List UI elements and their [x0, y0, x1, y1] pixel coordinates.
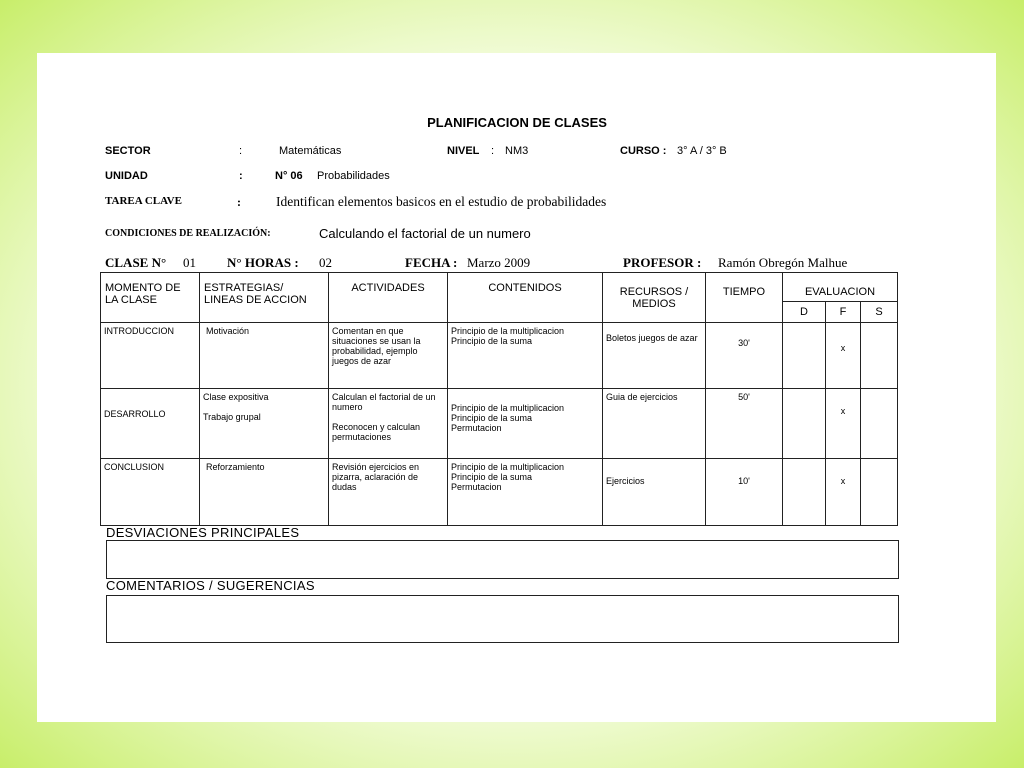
cell-contenidos: Principio de la multiplicacion Principio de la suma Permutacion — [448, 459, 603, 526]
header-s: S — [861, 302, 898, 323]
cell-eval-d — [783, 459, 826, 526]
cell-estrategias: Reforzamiento — [200, 459, 329, 526]
header-tiempo: TIEMPO — [706, 273, 783, 323]
clase-value: 01 — [183, 255, 196, 270]
cell-actividades: Comentan en que situaciones se usan la probabilidad, ejemplo juegos de azar — [329, 323, 448, 389]
tarea-label: TAREA CLAVE — [105, 195, 182, 207]
profesor-label: PROFESOR : — [623, 255, 702, 270]
condiciones-value: Calculando el factorial de un numero — [319, 226, 531, 241]
cell-eval-f: x — [826, 389, 861, 459]
table-row — [101, 459, 898, 526]
curso-value: 3° A / 3° B — [677, 145, 727, 157]
cell-momento: INTRODUCCION — [101, 323, 200, 389]
nivel-label: NIVEL — [447, 145, 480, 157]
condiciones-row — [105, 226, 805, 244]
cell-eval-s — [861, 323, 898, 389]
header-estrategias: ESTRATEGIAS/ LINEAS DE ACCION — [200, 273, 329, 323]
cell-actividades: Calculan el factorial de un numero Reconocen y calculan permutaciones — [329, 389, 448, 459]
profesor-value: Ramón Obregón Malhue — [718, 255, 848, 270]
cell-eval-d — [783, 389, 826, 459]
header-contenidos: CONTENIDOS — [448, 273, 603, 323]
cell-actividades: Revisión ejercicios en pizarra, aclaración de dudas — [329, 459, 448, 526]
curso-label: CURSO : — [620, 145, 667, 157]
fecha-label: FECHA : — [405, 255, 458, 270]
tarea-value: Identifican elementos basicos en el estudio de probabilidades — [276, 194, 607, 209]
nivel-sep: : — [491, 145, 495, 157]
header-evaluacion: EVALUACION — [783, 273, 898, 302]
table-header-row — [101, 273, 898, 302]
comentarios-box — [106, 595, 899, 643]
comentarios-title: COMENTARIOS / SUGERENCIAS — [106, 578, 315, 593]
unidad-sep: : — [239, 170, 243, 182]
cell-tiempo: 50' — [706, 389, 783, 459]
header-recursos: RECURSOS / MEDIOS — [603, 273, 706, 323]
clase-label: CLASE N° — [105, 255, 167, 270]
cell-eval-d — [783, 323, 826, 389]
cell-estrategias: Clase expositiva Trabajo grupal — [200, 389, 329, 459]
sector-label: SECTOR — [105, 145, 151, 157]
desviaciones-box — [106, 540, 899, 579]
header-f: F — [826, 302, 861, 323]
horas-label: N° HORAS : — [227, 255, 299, 270]
planning-table — [100, 272, 898, 526]
cell-momento: CONCLUSION — [101, 459, 200, 526]
slide — [37, 53, 996, 722]
cell-estrategias: Motivación — [200, 323, 329, 389]
header-d: D — [783, 302, 826, 323]
header-momento: MOMENTO DE LA CLASE — [101, 273, 200, 323]
cell-tiempo: 30' — [706, 323, 783, 389]
condiciones-label: CONDICIONES DE REALIZACIÓN: — [105, 228, 271, 239]
cell-contenidos: Principio de la multiplicacion Principio de la suma — [448, 323, 603, 389]
cell-eval-s — [861, 389, 898, 459]
sector-value: Matemáticas — [279, 145, 342, 157]
header-actividades: ACTIVIDADES — [329, 273, 448, 323]
unidad-number: N° 06 — [275, 170, 303, 182]
cell-eval-f: x — [826, 459, 861, 526]
unidad-value: Probabilidades — [317, 170, 390, 182]
desviaciones-title: DESVIACIONES PRINCIPALES — [106, 525, 300, 540]
cell-tiempo: 10' — [706, 459, 783, 526]
fecha-value: Marzo 2009 — [467, 255, 531, 270]
cell-recursos: Boletos juegos de azar — [603, 323, 706, 389]
nivel-value: NM3 — [505, 145, 529, 157]
cell-recursos: Guia de ejercicios — [603, 389, 706, 459]
cell-momento: DESARROLLO — [101, 389, 200, 459]
tarea-sep: : — [237, 195, 241, 209]
unidad-label: UNIDAD — [105, 170, 148, 182]
cell-eval-f: x — [826, 323, 861, 389]
cell-recursos: Ejercicios — [603, 459, 706, 526]
table-row — [101, 389, 898, 459]
horas-value: 02 — [319, 255, 332, 270]
clase-row — [105, 255, 905, 273]
document-title: PLANIFICACION DE CLASES — [427, 115, 607, 130]
sector-row — [105, 145, 805, 159]
tarea-row — [105, 195, 805, 213]
cell-contenidos: Principio de la multiplicacion Principio de la suma Permutacion — [448, 389, 603, 459]
unidad-row — [105, 170, 805, 184]
table-row — [101, 323, 898, 389]
cell-eval-s — [861, 459, 898, 526]
sector-sep: : — [239, 145, 243, 157]
